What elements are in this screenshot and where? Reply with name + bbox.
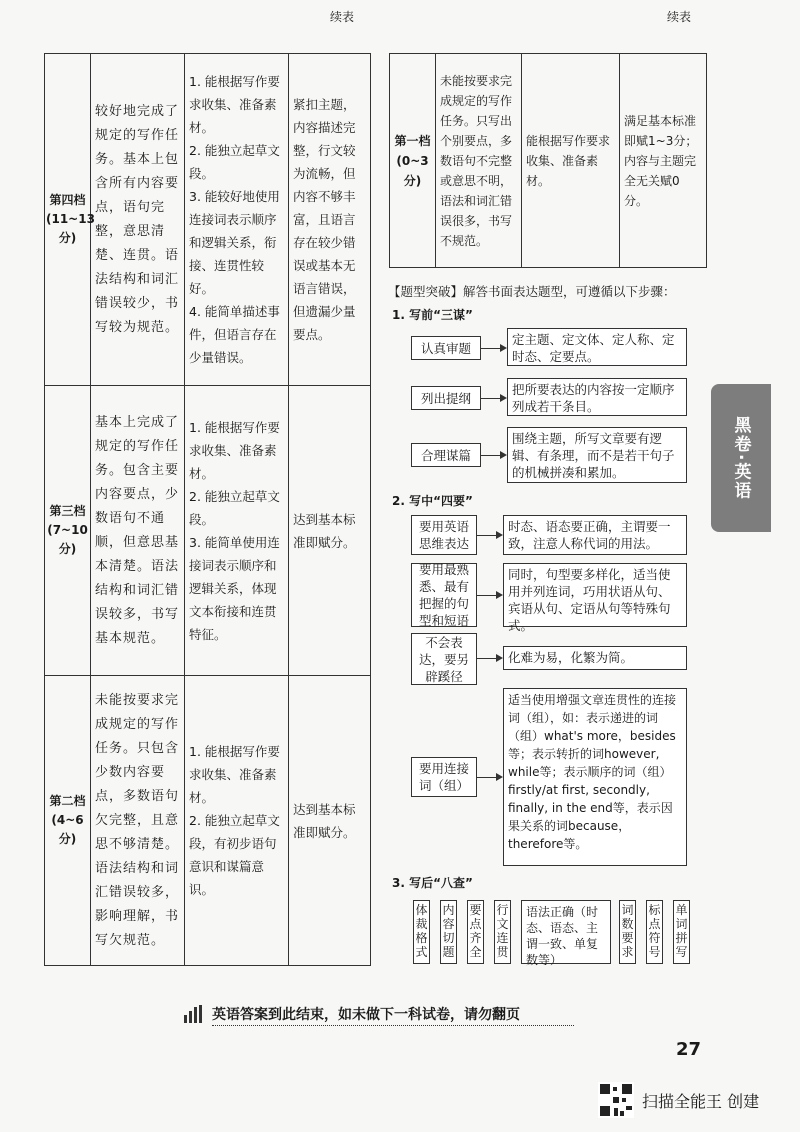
signal-bars-icon [184,1005,204,1023]
table-row [45,386,371,676]
page-number: 27 [676,1039,702,1060]
req-cell: 能根据写作要求收集、准备素材。 [522,54,620,268]
section1-title: 1. 写前“三谋” [392,308,473,322]
end-notice: 英语答案到此结束，如未做下一科试卷，请勿翻页 [212,1007,520,1023]
arrow-icon [477,535,501,536]
qr-code-icon [598,1082,634,1118]
score-cell: 达到基本标准即赋分。 [289,676,371,966]
step-desc-box: 时态、语态要正确，主谓要一致，注意人称代词的用法。 [503,515,687,555]
right-rubric-table [389,53,707,268]
section3-title: 3. 写后“八查” [392,876,473,890]
arrow-icon [481,348,505,349]
step-label-box: 认真审题 [411,336,481,360]
grade-cell: 第二档(4~6分) [45,676,91,966]
tip-text: 【题型突破】解答书面表达题型，可遵循以下步骤： [388,284,676,299]
section2-title: 2. 写中“四要” [392,494,473,508]
check-item-box: 行文连贯 [494,900,511,964]
arrow-icon [481,398,505,399]
step-desc-box: 同时，句型要多样化，适当使用并列连词，巧用状语从句、宾语从句、定语从句等特殊句式。 [503,563,687,627]
step-label-box: 要用英语思维表达 [411,515,477,555]
check-item-box: 单词拼写 [673,900,690,964]
score-cell: 紧扣主题，内容描述完整，行文较为流畅，但内容不够丰富，且语言存在较少错误或基本无语言错误，但遗漏少量要点。 [289,54,371,386]
check-item-box: 体裁格式 [413,900,430,964]
step-desc-box: 化难为易，化繁为简。 [503,646,687,670]
step-desc-box: 把所要表达的内容按一定顺序列成若干条目。 [507,378,687,416]
req-cell: 1. 能根据写作要求收集、准备素材。 2. 能独立起草文段，有初步语句意识和谋篇意识。 [185,676,289,966]
desc-cell: 较好地完成了规定的写作任务。基本上包含所有内容要点，语句完整，意思清楚、连贯。语法结构和词汇错误较少，书写较为规范。 [91,54,185,386]
desc-cell: 未能按要求完成规定的写作任务。只写出个别要点，多数语句不完整或意思不明，语法和词汇错误很多，书写不规范。 [436,54,522,268]
arrow-icon [477,777,501,778]
table-row [390,54,707,268]
footer-dotted-line [212,1025,574,1026]
check-item-box: 词数要求 [619,900,636,964]
grade-cell: 第三档(7~10分) [45,386,91,676]
step-label-box: 要用最熟悉、最有把握的句型和短语 [411,563,477,627]
req-cell: 1. 能根据写作要求收集、准备素材。 2. 能独立起草文段。 3. 能较好地使用连接词表示顺序和逻辑关系，衔接、连贯性较好。 4. 能简单描述事件，但语言存在少量错误。 [185,54,289,386]
arrow-icon [477,658,501,659]
step-desc-box: 适当使用增强文章连贯性的连接词（组），如：表示递进的词（组）what's more，besides等；表示转折的词however, while等；表示顺序的词（组）firstly/at first, secondly, finally, in the end等，表示因果关系的词because，therefore等。 [503,688,687,866]
score-cell: 达到基本标准即赋分。 [289,386,371,676]
left-continued-label: 续表 [330,10,355,24]
table-row [45,676,371,966]
arrow-icon [481,455,505,456]
right-continued-label: 续表 [667,10,692,24]
step-label-box: 列出提纲 [411,386,481,410]
step-label-box: 不会表达，要另辟蹊径 [411,633,477,685]
step-desc-box: 定主题、定文体、定人称、定时态、定要点。 [507,328,687,366]
grade-cell: 第一档(0~3分) [390,54,436,268]
score-cell: 满足基本标准即赋1~3分；内容与主题完全无关赋0分。 [620,54,707,268]
check-item-box: 内容切题 [440,900,457,964]
table-row [45,54,371,386]
step-label-box: 合理谋篇 [411,443,481,467]
left-rubric-table [44,53,371,966]
check-item-box: 语法正确（时态、语态、主谓一致、单复数等） [521,900,611,964]
grade-cell: 第四档(11~13分) [45,54,91,386]
step-desc-box: 围绕主题，所写文章要有逻辑、有条理，而不是若干句子的机械拼凑和累加。 [507,427,687,483]
desc-cell: 未能按要求完成规定的写作任务。只包含少数内容要点，多数语句欠完整，且意思不够清楚。语法结构和词汇错误较多，影响理解，书写欠规范。 [91,676,185,966]
check-item-box: 要点齐全 [467,900,484,964]
subject-side-tab: 黑卷·英语 [711,384,771,532]
scanner-watermark: 扫描全能王 创建 [642,1092,760,1111]
check-item-box: 标点符号 [646,900,663,964]
req-cell: 1. 能根据写作要求收集、准备素材。 2. 能独立起草文段。 3. 能简单使用连接词表示顺序和逻辑关系，体现文本衔接和连贯特征。 [185,386,289,676]
step-label-box: 要用连接词（组） [411,757,477,797]
desc-cell: 基本上完成了规定的写作任务。包含主要内容要点，少数语句不通顺，但意思基本清楚。语法结构和词汇错误较多，书写基本规范。 [91,386,185,676]
arrow-icon [477,595,501,596]
